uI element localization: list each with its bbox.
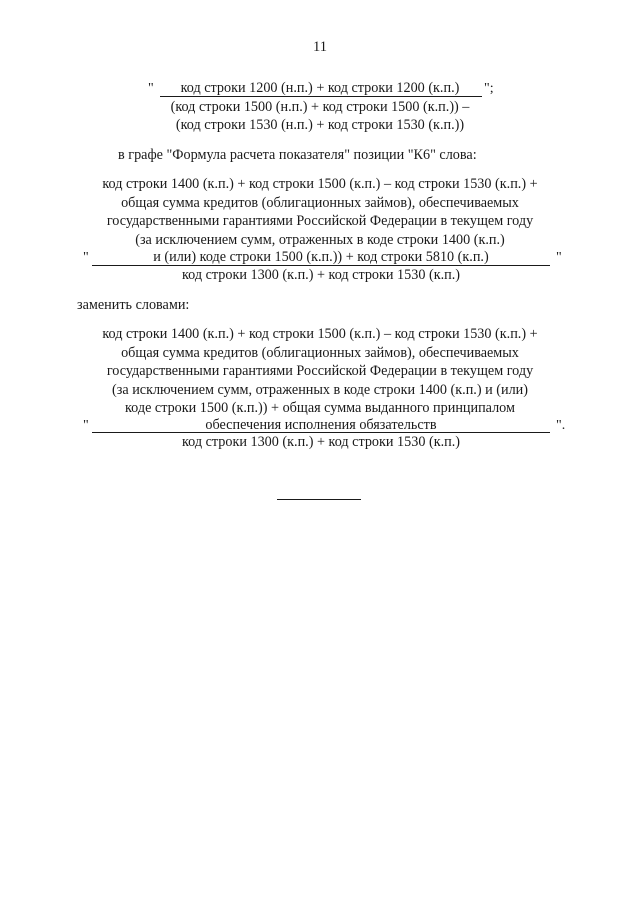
formula-2-numerator-last: и (или) коде строки 1500 (к.п.)) + код строки 5810 (к.п.) (153, 249, 489, 265)
formula-3-numerator-line: общая сумма кредитов (облигационных займов), обеспечиваемых (121, 344, 519, 361)
formula-2-numerator-line: код строки 1400 (к.п.) + код строки 1500 (к.п.) – код строки 1530 (к.п.) + (102, 176, 538, 192)
formula-3-numerator-last: обеспечения исполнения обязательств (205, 417, 437, 433)
formula-2-numerator-line: (за исключением сумм, отраженных в коде строки 1400 (к.п.) (135, 231, 505, 248)
formula-2-denominator: код строки 1300 (к.п.) + код строки 1530 (к.п.) (181, 267, 461, 283)
formula-3-open-quote: " (83, 418, 89, 433)
formula-3-numerator (0, 325, 640, 418)
formula-2-close-quote: " (556, 250, 562, 265)
formula-3-denominator: код строки 1300 (к.п.) + код строки 1530 (к.п.) (181, 434, 461, 450)
formula-2-numerator-line: государственными гарантиями Российской Федерации в текущем году (106, 213, 534, 229)
formula-2-numerator (0, 175, 640, 249)
formula-3-numerator-line: государственными гарантиями Российской Федерации в текущем году (106, 363, 534, 379)
formula-2-open-quote: " (83, 250, 89, 265)
formula-1-close-quote: "; (484, 81, 494, 96)
formula-3-numerator-line: (за исключением сумм, отраженных в коде строки 1400 (к.п.) и (или) (112, 381, 528, 398)
end-of-document-rule (277, 499, 361, 500)
instruction-replace-k6: в графе "Формула расчета показателя" позиции "К6" слова: (118, 147, 477, 163)
formula-3-numerator-line: код строки 1400 (к.п.) + код строки 1500 (к.п.) – код строки 1530 (к.п.) + (102, 326, 538, 342)
formula-1-open-quote: " (148, 81, 154, 96)
formula-3-numerator-line: коде строки 1500 (к.п.)) + общая сумма выданного принципалом (125, 400, 515, 416)
formula-1-denominator-line-1: (код строки 1500 (н.п.) + код строки 1500 (к.п.)) – (170, 99, 470, 115)
formula-2-numerator-line: общая сумма кредитов (облигационных займов), обеспечиваемых (121, 194, 519, 211)
formula-3-close-quote: ". (556, 418, 566, 433)
formula-1-fraction-line (160, 96, 482, 97)
instruction-replace-with: заменить словами: (77, 297, 190, 313)
formula-1-denominator-line-2: (код строки 1530 (н.п.) + код строки 1530 (к.п.)) (175, 117, 465, 133)
page-number: 11 (313, 39, 327, 55)
formula-1-numerator: код строки 1200 (н.п.) + код строки 1200 (к.п.) (180, 80, 460, 96)
